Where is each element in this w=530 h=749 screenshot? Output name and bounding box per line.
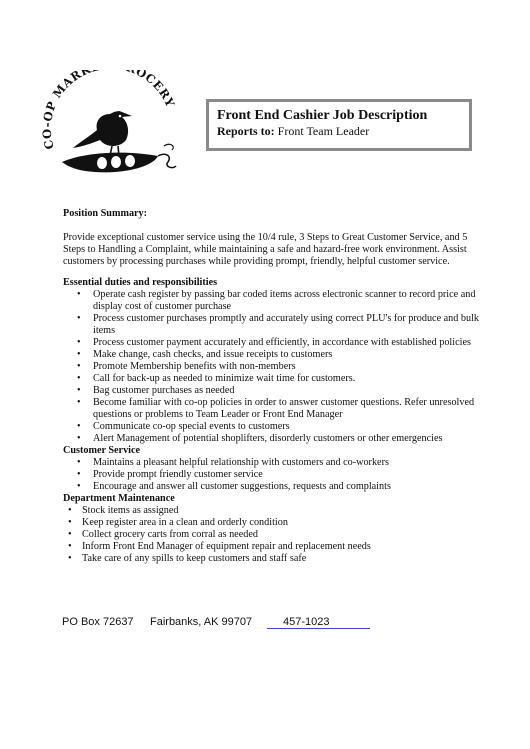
reports-to-value: Front Team Leader <box>277 124 370 138</box>
list-item: • Provide prompt friendly customer service <box>63 469 483 481</box>
co-op-market-logo <box>40 70 190 190</box>
list-item: • Take care of any spills to keep customers and staff safe <box>63 553 483 565</box>
po-box: PO Box 72637 <box>62 616 134 628</box>
list-item: • Process customer purchases promptly and accurately using correct PLU's for produce and bulk items <box>63 313 483 337</box>
department-maintenance-heading: Department Maintenance <box>63 493 175 504</box>
position-summary-text: Provide exceptional customer service using the 10/4 rule, 3 Steps to Great Customer Service, and 5 Steps to Handling a Complaint, while maintaining a safe and hazard-free work environment. Assist customers by processing purchases while providing prompt, friendly, helpful customer service. <box>63 232 468 267</box>
job-title: Front End Cashier Job Description <box>217 108 428 123</box>
job-description-body <box>63 208 483 565</box>
list-item: • Bag customer purchases as needed <box>63 385 483 397</box>
list-item: • Encourage and answer all customer suggestions, requests and complaints <box>63 481 483 493</box>
list-item: • Process customer payment accurately and efficiently, in accordance with established policies <box>63 337 483 349</box>
customer-service-heading: Customer Service <box>63 445 141 456</box>
essential-duties-list <box>63 289 483 445</box>
list-item: • Make change, cash checks, and issue receipts to customers <box>63 349 483 361</box>
phone-number: 457-1023 <box>267 616 370 629</box>
department-maintenance-list <box>63 505 483 565</box>
reports-to <box>217 124 461 139</box>
list-item: • Alert Management of potential shoplifters, disorderly customers or other emergencies <box>63 433 483 445</box>
list-item: • Promote Membership benefits with non-members <box>63 361 483 373</box>
crow-on-peapod-icon <box>40 70 190 190</box>
title-box <box>206 99 472 151</box>
logo-text: CO-OP MARK OCERY <box>40 70 178 151</box>
position-summary-heading: Position Summary: <box>63 208 148 219</box>
list-item: • Operate cash register by passing bar coded items across electronic scanner to record price and display cost of customer purchase <box>63 289 483 313</box>
list-item: • Stock items as assigned <box>63 505 483 517</box>
list-item: • Inform Front End Manager of equipment repair and replacement needs <box>63 541 483 553</box>
list-item: • Become familiar with co-op policies in order to answer customer questions. Refer unresolved questions or problems to Team Leader or Front End Manager <box>63 397 483 421</box>
reports-to-label: Reports to: <box>217 124 275 138</box>
list-item: • Maintains a pleasant helpful relationship with customers and co-workers <box>63 457 483 469</box>
list-item: • Communicate co-op special events to customers <box>63 421 483 433</box>
list-item: • Call for back-up as needed to minimize wait time for customers. <box>63 373 483 385</box>
city-address: Fairbanks, AK 99707 <box>150 616 253 628</box>
footer-contact <box>62 616 370 629</box>
list-item: • Collect grocery carts from corral as needed <box>63 529 483 541</box>
essential-duties-heading: Essential duties and responsibilities <box>63 277 218 288</box>
customer-service-list <box>63 457 483 493</box>
list-item: • Keep register area in a clean and orderly condition <box>63 517 483 529</box>
